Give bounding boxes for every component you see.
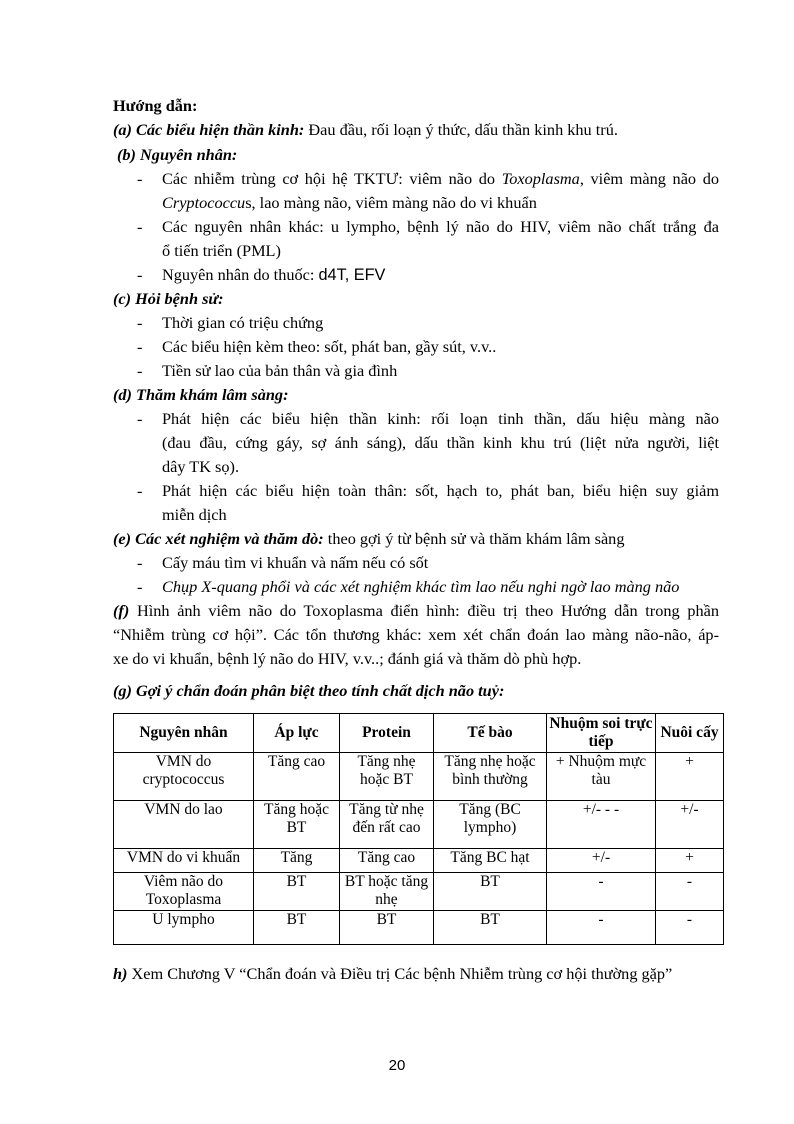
bullet-dash: - <box>137 553 143 572</box>
bullet-dash: - <box>137 481 143 500</box>
table-cell: + <box>656 849 724 873</box>
section-e-item1: Cấy máu tìm vi khuẩn và nấm nếu có sốt <box>162 553 429 572</box>
table-cell: - <box>656 873 724 911</box>
section-h <box>113 964 672 984</box>
table-header: Nuôi cấy <box>656 714 724 753</box>
table-cell: Tăng nhẹ hoặc bình thường <box>434 753 547 801</box>
section-d-item2-line2: miễn dịch <box>162 505 227 524</box>
table-header: Áp lực <box>254 714 340 753</box>
section-f-line1 <box>113 601 719 621</box>
table-cell: Tăng cao <box>340 849 434 873</box>
section-c-label: (c) Hỏi bệnh sử: <box>113 289 224 308</box>
table-cell: Viêm não do Toxoplasma <box>114 873 254 911</box>
table-cell: BT <box>434 873 547 911</box>
table-row <box>114 801 724 849</box>
table-row <box>114 849 724 873</box>
bullet-dash: - <box>137 577 143 596</box>
table-header: Nhuộm soi trực tiếp <box>547 714 656 753</box>
section-d-label: (d) Thăm khám lâm sàng: <box>113 385 289 404</box>
section-a-label: (a) Các biểu hiện thần kinh: <box>113 120 305 139</box>
table-cell: VMN do vi khuẩn <box>114 849 254 873</box>
table-cell: Tăng nhẹ hoặc BT <box>340 753 434 801</box>
section-b-item2-line2: ổ tiến triển (PML) <box>162 241 281 260</box>
section-b-item3 <box>162 265 385 285</box>
text-span: , viêm màng não do <box>579 169 719 188</box>
bullet-dash: - <box>137 337 143 356</box>
section-e-item2: Chụp X-quang phổi và các xét nghiệm khác tìm lao nếu nghi ngờ lao màng não <box>162 577 680 596</box>
table-cell: VMN do lao <box>114 801 254 849</box>
table-cell: +/- <box>547 849 656 873</box>
table-header: Tế bào <box>434 714 547 753</box>
cryptococcus-italic: Cryptococcu <box>162 193 246 212</box>
table-cell: Tăng từ nhẹ đến rất cao <box>340 801 434 849</box>
section-f-line3: xe do vi khuẩn, bệnh lý não do HIV, v.v..; đánh giá và thăm dò phù hợp. <box>113 649 582 668</box>
guide-heading: Hướng dẫn: <box>113 96 198 115</box>
table-cell: + Nhuộm mực tàu <box>547 753 656 801</box>
section-f-label: (f) <box>113 601 130 620</box>
section-d-item1-line2: (đau đầu, cứng gáy, sợ ánh sáng), dấu thần kinh khu trú (liệt nửa người, liệt <box>162 433 719 452</box>
section-c-item1: Thời gian có triệu chứng <box>162 313 324 332</box>
table-cell: BT hoặc tăng nhẹ <box>340 873 434 911</box>
section-f-line2: “Nhiễm trùng cơ hội”. Các tổn thương khác: xem xét chẩn đoán lao màng não-não, áp- <box>113 625 719 644</box>
csf-differential-table <box>113 713 724 945</box>
bullet-dash: - <box>137 217 143 236</box>
toxoplasma-italic: Toxoplasma <box>501 169 580 188</box>
page-number: 20 <box>388 1057 406 1074</box>
section-b-item2-line1: Các nguyên nhân khác: u lympho, bệnh lý não do HIV, viêm não chất trắng đa <box>162 217 719 236</box>
table-cell: - <box>547 911 656 945</box>
table-cell: - <box>547 873 656 911</box>
table-cell: U lympho <box>114 911 254 945</box>
section-a <box>113 120 618 140</box>
table-cell: Tăng (BC lympho) <box>434 801 547 849</box>
section-g-label: (g) Gợi ý chẩn đoán phân biệt theo tính chất dịch não tuỷ: <box>113 681 505 700</box>
bullet-dash: - <box>137 361 143 380</box>
section-b-label: (b) Nguyên nhân: <box>117 145 238 164</box>
table-row <box>114 753 724 801</box>
table-cell: Tăng cao <box>254 753 340 801</box>
bullet-dash: - <box>137 169 143 188</box>
table-cell: BT <box>254 911 340 945</box>
section-b-item1-line1 <box>162 169 719 189</box>
table-cell: Tăng <box>254 849 340 873</box>
section-b-item1-line2 <box>162 193 537 213</box>
table-header-row <box>114 714 724 753</box>
text-span: Nguyên nhân do thuốc: <box>162 265 319 284</box>
section-d-item2-line1: Phát hiện các biểu hiện toàn thân: sốt, hạch to, phát ban, biểu hiện suy giảm <box>162 481 719 500</box>
table-cell: BT <box>254 873 340 911</box>
table-cell: - <box>656 911 724 945</box>
section-h-text: Xem Chương V “Chẩn đoán và Điều trị Các bệnh Nhiễm trùng cơ hội thường gặp” <box>127 964 673 983</box>
section-a-text: Đau đầu, rối loạn ý thức, dấu thần kinh khu trú. <box>304 120 618 139</box>
section-d-item1-line3: dây TK sọ). <box>162 457 240 476</box>
section-d-item1-line1: Phát hiện các biểu hiện thần kinh: rối loạn tinh thần, dấu hiệu màng não <box>162 409 719 428</box>
table-cell: BT <box>434 911 547 945</box>
table-cell: +/- <box>656 801 724 849</box>
bullet-dash: - <box>137 313 143 332</box>
section-c-item3: Tiền sử lao của bản thân và gia đình <box>162 361 398 380</box>
section-e-text: theo gợi ý từ bệnh sử và thăm khám lâm sàng <box>323 529 625 548</box>
section-e-label: (e) Các xét nghiệm và thăm dò: <box>113 529 324 548</box>
section-h-label: h) <box>113 964 128 983</box>
table-row <box>114 911 724 945</box>
drug-names: d4T, EFV <box>318 266 386 284</box>
text-span: Các nhiễm trùng cơ hội hệ TKTƯ: viêm não do <box>162 169 502 188</box>
section-e <box>113 529 624 549</box>
table-cell: + <box>656 753 724 801</box>
section-c-item2: Các biểu hiện kèm theo: sốt, phát ban, gầy sút, v.v.. <box>162 337 497 356</box>
table-header: Nguyên nhân <box>114 714 254 753</box>
table-cell: VMN do cryptococcus <box>114 753 254 801</box>
table-cell: Tăng hoặc BT <box>254 801 340 849</box>
bullet-dash: - <box>137 265 143 284</box>
table-cell: BT <box>340 911 434 945</box>
table-row <box>114 873 724 911</box>
text-span: s, lao màng não, viêm màng não do vi khuẩn <box>245 193 537 212</box>
table-cell: Tăng BC hạt <box>434 849 547 873</box>
table-cell: +/- - - <box>547 801 656 849</box>
bullet-dash: - <box>137 409 143 428</box>
text-span: Hình ảnh viêm não do Toxoplasma điển hình: điều trị theo Hướng dẫn trong phần <box>129 601 719 620</box>
table-header: Protein <box>340 714 434 753</box>
